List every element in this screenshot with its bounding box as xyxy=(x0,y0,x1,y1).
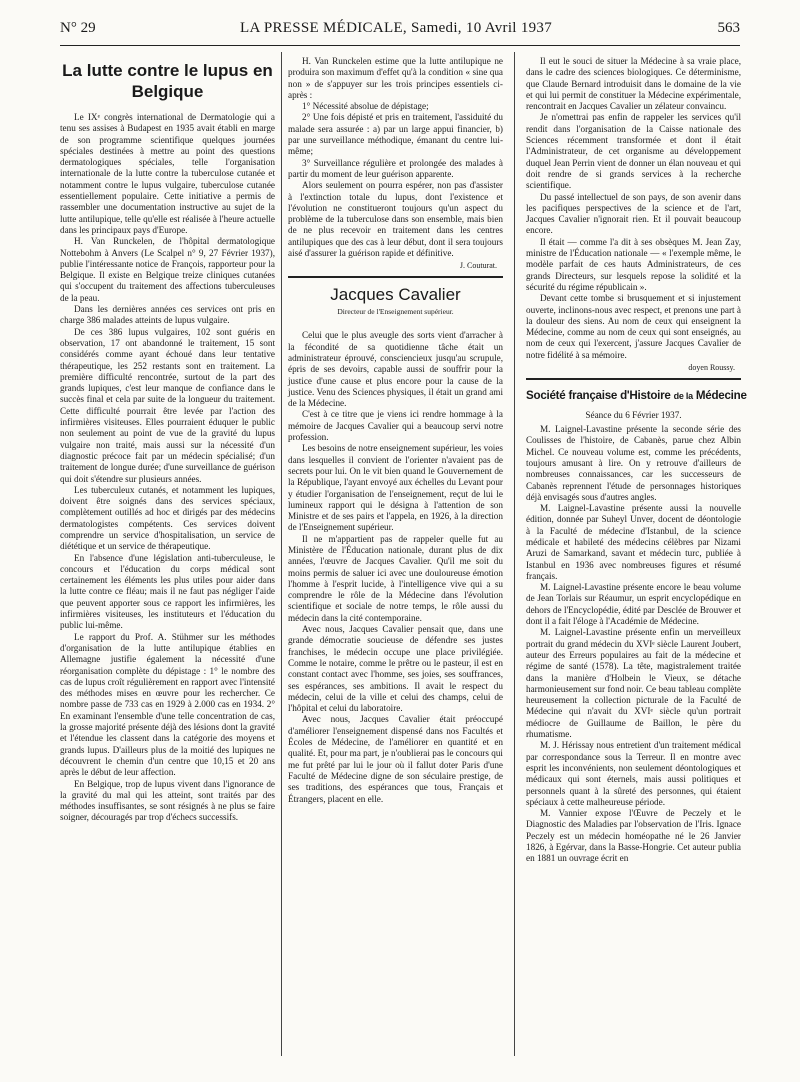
section-title xyxy=(526,388,747,404)
paragraph: Celui que le plus aveugle des sorts vient d'arracher à la fécondité de sa quotidienne tâche était un administrateur éprouvé, consciencieux jusqu'au scrupule, épris de ses devoirs, capable aussi de souffrir pour la justice d'une cause et plus encore pour la cause de la justice. Venu des Sciences physiques, il était un grand ami de la Médecine. xyxy=(288,330,503,409)
list-item: 3° Surveillance régulière et prolongée des malades à partir du moment de leur guérison apparente. xyxy=(288,157,503,179)
column-2 xyxy=(288,56,503,1058)
column-1 xyxy=(60,56,275,1058)
article-title: La lutte contre le lupus en Belgique xyxy=(62,61,273,101)
paragraph: Dans les dernières années ces services ont pris en charge 386 malades atteints de lupus vulgaire. xyxy=(60,304,275,326)
paragraph: C'est à ce titre que je viens ici rendre hommage à la mémoire de Jacques Cavalier qui a beaucoup servi notre profession. xyxy=(288,409,503,443)
author-signature: J. Couturat. xyxy=(459,261,497,271)
paragraph: M. Laignel-Lavastine présente aussi la nouvelle édition, donnée par Suheyl Unver, docent de déontologie à la Faculté de médecine d'Istanbul, de la science médicale et habileté des médecins célèbres par Nizami Aruzi de Samarkand, savant et médecin turc, publiée à Istanbul en 1936 avec nombreuses figures et résumé français. xyxy=(526,503,741,581)
paragraph: Il eut le souci de situer la Médecine à sa vraie place, dans le cadre des sciences biologiques. Ce déterminisme, que Claude Bernard introduisit dans le domaine de la vie et qui lui permit de constituer la Médecine expérimentale, rencontrait en Jacques Cavalier un zélateur convaincu. xyxy=(526,56,741,112)
section-title-end: Médecine xyxy=(695,389,747,403)
paragraph: En l'absence d'une législation anti-tuberculeuse, le concours et l'éducation du corps médical sont certainement les éléments les plus utiles pour aider dans la lutte contre ce fléau; mais il ne faut pas négliger l'aide que peuvent apporter sous ce rapport les infirmières, les infirmières visiteuses, les instituteurs et l'éducation du public lui-même. xyxy=(60,552,275,631)
paragraph: M. Laignel-Lavastine présente encore le beau volume de Jean Torlais sur Réaumur, un esprit encyclopédique en dehors de l'Encyclopédie, édité par Desclée de Brouwer et dont il a fait l'éloge à l'Académie de Médecine. xyxy=(526,582,741,627)
paragraph: Les besoins de notre enseignement supérieur, les voies dans lesquelles il convient de l'orienter n'avaient pas de secrets pour lui. On le vit bien quand le Gouvernement de la République, l'ayant envoyé aux échelles du Levant pour y étudier l'organisation de l'enseignement, reçut de lui le lumineux rapport qui le désigna à l'attention de son Ministre et de ses pairs et l'appela, en 1926, à la direction de l'Enseignement supérieur. xyxy=(288,443,503,533)
paragraph: Le rapport du Prof. A. Stühmer sur les méthodes d'organisation de la lutte antilupique établies en Allemagne justifie également la nécessité d'une réorganisation complète du dépistage : 1° le nombre des cas de lupus croît régulièrement en rapport avec l'intensité des méthodes mises en œuvre pour les rechercher. Ce nombre passe de 733 cas en 1929 à 2.000 cas en 1934. 2° En examinant l'ensemble d'une telle concentration de cas, la grosse majorité présente déjà des lésions dont la gravité et l'étendue les classent dans la catégorie des moyens et grands lupus. D'ailleurs plus de la moitié des lupiques ne découvrent le chemin d'un centre que 10,15 et 20 ans après le début de leur affection. xyxy=(60,631,275,778)
paragraph: Du passé intellectuel de son pays, de son avenir dans les pacifiques perspectives de la science et de l'art, Jacques Cavalier n'ignorait rien. Et il pouvait beaucoup encore. xyxy=(526,191,741,236)
paragraph: Le IXᵉ congrès international de Dermatologie qui a tenu ses assises à Budapest en 1935 avait établi en marge de son programme scientifique quelques journées spéciales destinées à mettre au point des questions dermatologiques spéciales, telle l'organisation internationale de la lutte contre la tuberculose cutanée et notamment contre le lupus vulgaire, tuberculose cutanée essentiellement populaire. Cette initiative a permis de rassembler une documentation instructive au sujet de la lutte antilupique, telle qu'elle est réalisée à l'heure actuelle dans les principaux pays d'Europe. xyxy=(60,112,275,235)
paragraph: M. Laignel-Lavastine présente enfin un merveilleux portrait du grand médecin du XVIᵉ siècle Laurent Joubert, auteur des Erreurs populaires au fait de la médecine et régime de santé (1578). La tête, magistralement traitée dans la manière d'Holbein le Vieux, se détache harmonieusement sur fond noir. Ce beau tableau complète heureusement la collection picturale de la Faculté de Médecine qui n'avait du XVIᵉ siècle qu'un portrait médiocre de Guillaume de Baillon, le père du rhumatisme. xyxy=(526,627,741,740)
page-header xyxy=(60,20,740,46)
page-number: 563 xyxy=(717,20,740,36)
paragraph: Je n'omettrai pas enfin de rappeler les services qu'il rendit dans l'organisation de la Caisse nationale des Sciences récemment transformée et dont il était l'Administrateur, de cet organisme au développement duquel Jean Perrin vient de donner un élan nouveau et qui doit rendre de si grands services à la recherche scientifique. xyxy=(526,112,741,191)
author-signature: doyen Roussy. xyxy=(688,363,735,373)
paragraph: M. J. Hérissay nous entretient d'un traitement médical par correspondance sous la Terreur. Il en montre avec esprit les inconvénients, non seulement déontologiques et médicaux qui sont éternels, mais aussi politiques et personnels quant à la sûreté des personnes, qui étaient spéciaux à cette malheureuse période. xyxy=(526,740,741,807)
paragraph: De ces 386 lupus vulgaires, 102 sont guéris en observation, 17 ont abandonné le traitement, 15 sont considérés comme ayant échoué dans leur tentative thérapeutique, les 252 restants sont en traitement. La première difficulté rencontrée, surtout de la part des grands lupiques, c'est leur manque de confiance dans le succès final et cela par suite de la longueur du traitement. Cette difficulté pourrait être levée par l'action des infirmières visiteuses. Elles pourraient éduquer le public non seulement au point de vue de la gravité du lupus vulgaire non traité, mais aussi sur la nécessité d'un diagnostic précoce fait par un médecin spécialisé; d'un traitement de longue durée; d'une surveillance de guérison qui doit s'étendre sur plusieurs années. xyxy=(60,326,275,484)
paragraph: Alors seulement on pourra espérer, non pas d'assister à l'extinction totale du lupus, dont l'existence et l'évolution ne constitueront toujours qu'un aspect du problème de la tuberculose dans son ensemble, mais bien de ne plus recevoir en traitement dans les centres antilupiques que des cas à leur début, dont il sera toujours aisé d'assurer la guérison rapide et définitive. xyxy=(288,180,503,259)
paragraph: Il ne m'appartient pas de rappeler quelle fut au Ministère de l'Éducation nationale, durant plus de dix années, l'œuvre de Jacques Cavalier. Qu'il me soit du moins permis de saluer ici avec une douloureuse émotion l'homme à l'esprit lucide, à l'intelligence vive qui a su comprendre le rôle de la Médecine dans l'évolution scientifique et sociale de notre temps, le rôle aussi du médecin dans la cité contemporaine. xyxy=(288,533,503,623)
section-title-main: Société française d'Histoire xyxy=(526,389,671,403)
article-subtitle: Directeur de l'Enseignement supérieur. xyxy=(337,307,454,317)
session-date: Séance du 6 Février 1937. xyxy=(585,410,682,421)
paragraph: Devant cette tombe si brusquement et si injustement ouverte, inclinons-nous avec respect, et prenons une part à la douleur des siens. Au nom de ceux qui enseignent la Médecine, comme au nom de ceux qui sont enseignés, au nom de ceux qui l'exercent, j'assure Jacques Cavalier de notre fidélité à sa mémoire. xyxy=(526,293,741,360)
paragraph: En Belgique, trop de lupus vivent dans l'ignorance de la gravité du mal qui les atteint, sont traités par des méthodes insuffisantes, se sont résignés à ne plus se faire soigner, découragés par trop d'échecs successifs. xyxy=(60,778,275,823)
paragraph: H. Van Runckelen estime que la lutte antilupique ne produira son maximum d'effet qu'à la condition « sine qua non » de s'appuyer sur les trois principes essentiels ci-après : xyxy=(288,56,503,100)
paragraph: Il était — comme l'a dit à ses obsèques M. Jean Zay, ministre de l'Éducation nationale — « l'exemple même, le modèle parfait de ces hauts Administrateurs, de ces grands Directeurs, sur lesquels repose la solidité et la sécurité du régime républicain ». xyxy=(526,236,741,292)
issue-number: N° 29 xyxy=(60,20,96,36)
paragraph: M. Vannier expose l'Œuvre de Peczely et le Diagnostic des Maladies par l'observation de l'Iris. Ignace Peczely est un médecin homéopathe né le 26 Janvier 1826, à Egérvar, dans la Basse-Hongrie. Cet auteur publia en 1881 un ouvrage écrit en xyxy=(526,808,741,864)
column-3 xyxy=(526,56,747,1058)
list-item: 1° Nécessité absolue de dépistage; xyxy=(302,101,429,112)
header-rule xyxy=(60,45,740,46)
section-rule xyxy=(526,378,741,380)
section-title-small: de la xyxy=(673,391,693,402)
column-divider xyxy=(514,52,515,1056)
paragraph: Les tuberculeux cutanés, et notamment les lupiques, doivent être soignés dans des services spéciaux, complètement outillés ad hoc et dirigés par des médecins dermatologistes compétents. Ces services doivent comprendre un service d'hospitalisation, un service de diététique et un service de thérapeutique. xyxy=(60,484,275,552)
list-item: 2° Une fois dépisté et pris en traitement, l'assiduité du malade sera assurée : a) par un large appui financier, b) par une surveillance méthodique, émanant du centre lui-même; xyxy=(288,112,503,157)
article-title: Jacques Cavalier xyxy=(330,285,461,305)
section-rule xyxy=(288,276,503,278)
column-divider xyxy=(281,52,282,1056)
journal-title: LA PRESSE MÉDICALE, Samedi, 10 Avril 1937 xyxy=(240,20,553,36)
paragraph: Avec nous, Jacques Cavalier pensait que, dans une grande démocratie soucieuse de défendre ses justes franchises, le médecin occupe une place privilégiée. Comme le notaire, comme le prêtre ou le pasteur, il est en constant contact avec l'homme, ses joies, ses souffrances, ses espérances, ses ambitions. Il avait le respect du médecin, celui de la ville et celui des champs, celui de l'hôpital et celui du laboratoire. xyxy=(288,624,503,714)
paragraph: H. Van Runckelen, de l'hôpital dermatologique Nottebohm à Anvers (Le Scalpel n° 9, 27 Février 1937), publie l'intéressante notice de François, rapporteur pour la Belgique. Il existe en Belgique treize cliniques cutanées qui s'occupent du traitement des affections tuberculeuses de la peau. xyxy=(60,236,275,303)
paragraph: M. Laignel-Lavastine présente la seconde série des Coulisses de l'histoire, de Cabanès, parue chez Albin Michel. Ce nouveau volume est, comme les précédents, toujours amusant à lire. On y retrouve d'ailleurs de nombreuses connaissances, car les successeurs de Cabanès reprennent l'étude de personnages historiques déjà envisagés sous d'autres angles. xyxy=(526,424,741,502)
paragraph: Avec nous, Jacques Cavalier était préoccupé d'améliorer l'enseignement dispensé dans nos Facultés et Écoles de Médecine, de l'améliorer en quantité et en qualité. Et, pour ma part, je n'oublierai pas le concours qui me fut prêté par lui le jour où il fallut doter Paris d'une Faculté de Médecine digne de son séculaire prestige, de ses traditions, des espérances que tous, Français et Étrangers, placent en elle. xyxy=(288,714,503,804)
